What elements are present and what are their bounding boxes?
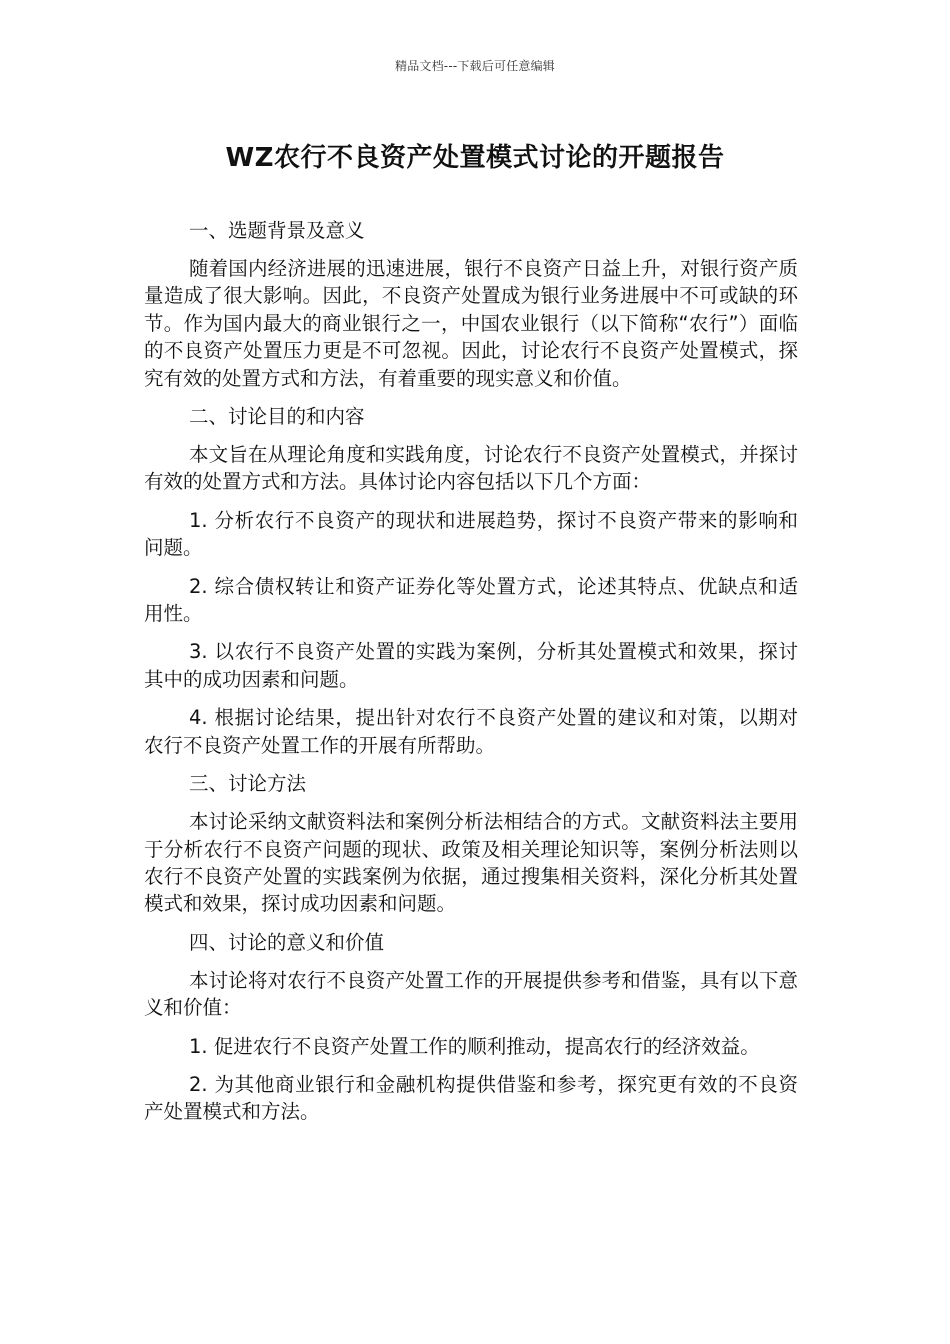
section-heading: 一、选题背景及意义 — [189, 219, 365, 242]
section-significance — [144, 929, 798, 1126]
section-heading: 二、讨论目的和内容 — [189, 405, 365, 429]
paragraph: 随着国内经济进展的迅速进展，银行不良资产日益上升，对银行资产质量造成了很大影响。因此，不良资产处置成为银行业务进展中不可或缺的环节。作为国内最大的商业银行之一，中国农业银行（以下简称“农行”）面临的不良资产处置压力更是不可忽视。因此，讨论农行不良资产处置模式，探究有效的处置方式和方法，有着重要的现实意义和价值。 — [144, 257, 798, 390]
document-body — [144, 217, 798, 1137]
document-title: WZ农行不良资产处置模式讨论的开题报告 — [225, 143, 725, 173]
page-header: 精品文档---下载后可任意编辑 — [395, 59, 555, 73]
paragraph: 本讨论采纳文献资料法和案例分析法相结合的方式。文献资料法主要用于分析农行不良资产问题的现状、政策及相关理论知识等，案例分析法则以农行不良资产处置的实践案例为依据，通过搜集相关资料，深化分析其处置模式和效果，探讨成功因素和问题。 — [144, 810, 798, 916]
list-item: 4. 根据讨论结果，提出针对农行不良资产处置的建议和对策，以期对农行不良资产处置工作的开展有所帮助。 — [144, 706, 798, 757]
list-item: 1. 促进农行不良资产处置工作的顺利推动，提高农行的经济效益。 — [189, 1034, 760, 1058]
paragraph: 本文旨在从理论角度和实践角度，讨论农行不良资产处置模式，并探讨有效的处置方式和方法。具体讨论内容包括以下几个方面： — [144, 443, 798, 494]
list-item: 1. 分析农行不良资产的现状和进展趋势，探讨不良资产带来的影响和问题。 — [144, 508, 798, 560]
paragraph: 本讨论将对农行不良资产处置工作的开展提供参考和借鉴，具有以下意义和价值： — [144, 968, 798, 1020]
section-background — [144, 217, 798, 392]
list-item: 2. 综合债权转让和资产证券化等处置方式，论述其特点、优缺点和适用性。 — [144, 574, 798, 626]
section-methods — [144, 770, 798, 918]
section-purpose-content — [144, 403, 798, 759]
section-heading: 三、讨论方法 — [189, 772, 307, 796]
section-heading: 四、讨论的意义和价值 — [189, 930, 385, 954]
list-item: 2. 为其他商业银行和金融机构提供借鉴和参考，探究更有效的不良资产处置模式和方法。 — [144, 1072, 798, 1124]
list-item: 3. 以农行不良资产处置的实践为案例，分析其处置模式和效果，探讨其中的成功因素和问题。 — [144, 640, 798, 691]
